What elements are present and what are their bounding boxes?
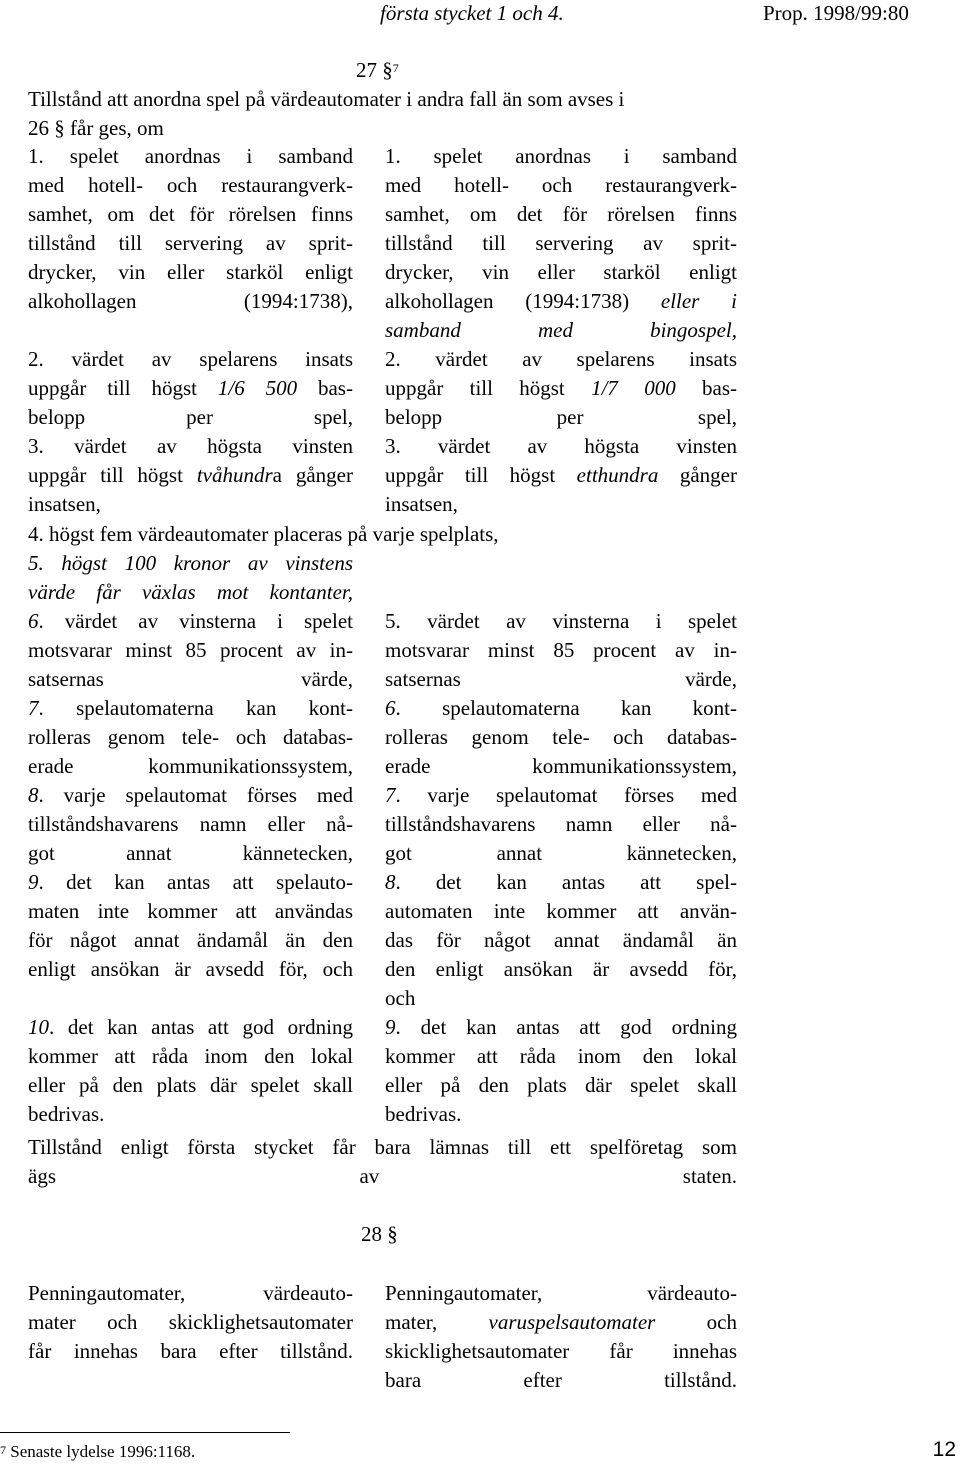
right-item-6-line: rolleras genom tele- och databas-: [385, 725, 737, 749]
closing-line: Tillstånd enligt första stycket får bara lämnas till ett spelföretag som: [28, 1135, 737, 1159]
left-item-6-line: satsernas värde,: [28, 667, 353, 691]
left-item-7-line: 7. spelautomaterna kan kont-: [28, 696, 353, 720]
left-item-9-line: för något annat ändamål än den: [28, 928, 353, 952]
left-item-2-line: uppgår till högst 1/6 500 bas-: [28, 376, 353, 400]
page-number: 12: [932, 1438, 956, 1461]
right-item-9-line: 9. det kan antas att god ordning: [385, 1015, 737, 1039]
section-28-right-line: bara efter tillstånd.: [385, 1368, 737, 1392]
right-item-1-line: samhet, om det för rörelsen finns: [385, 202, 737, 226]
left-item-10-line: bedrivas.: [28, 1102, 105, 1126]
section-27-intro-line-2: 26 § får ges, om: [28, 116, 164, 140]
left-item-3-line: 3. värdet av högsta vinsten: [28, 434, 353, 458]
left-item-7-line: erade kommunikationssystem,: [28, 754, 353, 778]
section-28-right-line: Penningautomater, värdeauto-: [385, 1281, 737, 1305]
right-item-2-line: uppgår till högst 1/7 000 bas-: [385, 376, 737, 400]
right-item-8-line: automaten inte kommer att använ-: [385, 899, 737, 923]
right-item-1-line: 1. spelet anordnas i samband: [385, 144, 737, 168]
footnote-rule: [0, 1432, 290, 1433]
left-column-items-1-3: [28, 142, 353, 519]
left-item-1-line: tillstånd till servering av sprit-: [28, 231, 353, 255]
left-item-9-line: 9. det kan antas att spelauto-: [28, 870, 353, 894]
section-28-left-line: mater och skicklighetsautomater: [28, 1310, 353, 1334]
right-column-items-5-9: [385, 607, 737, 1129]
left-item-10-line: 10. det kan antas att god ordning: [28, 1015, 353, 1039]
right-item-9-line: eller på den plats där spelet skall: [385, 1073, 737, 1097]
section-27-intro-line-1: Tillstånd att anordna spel på värdeautomater i andra fall än som avses i: [28, 87, 625, 111]
left-item-1-line: samhet, om det för rörelsen finns: [28, 202, 353, 226]
left-item-1-line: alkohollagen (1994:1738),: [28, 289, 353, 313]
right-column-items-1-3: [385, 142, 737, 519]
left-item-1-line: 1. spelet anordnas i samband: [28, 144, 353, 168]
item-4-shared: 4. högst fem värdeautomater placeras på varje spelplats,: [28, 522, 499, 546]
right-item-1-line: tillstånd till servering av sprit-: [385, 231, 737, 255]
left-item-3-line: insatsen,: [28, 492, 101, 516]
right-item-6-line: erade kommunikationssystem,: [385, 754, 737, 778]
right-item-3-line: 3. värdet av högsta vinsten: [385, 434, 737, 458]
section-28-left-line: Penningautomater, värdeauto-: [28, 1281, 353, 1305]
section-27-heading: 27 §$^7$: [356, 58, 399, 82]
left-item-6-line: 6. värdet av vinsterna i spelet: [28, 609, 353, 633]
right-item-1-line: alkohollagen (1994:1738) eller i: [385, 289, 737, 313]
right-item-8-line: 8. det kan antas att spel-: [385, 870, 737, 894]
right-item-8-line: den enligt ansökan är avsedd för,: [385, 957, 737, 981]
right-item-8-line: das för något annat ändamål än: [385, 928, 737, 952]
right-item-1-line: drycker, vin eller starköl enligt: [385, 260, 737, 284]
right-item-5-line: motsvarar minst 85 procent av in-: [385, 638, 737, 662]
right-item-3-line: uppgår till högst etthundra gånger: [385, 463, 737, 487]
right-item-1-line: samband med bingospel,: [385, 318, 737, 342]
left-item-5: [28, 549, 353, 607]
left-item-1-line: drycker, vin eller starköl enligt: [28, 260, 353, 284]
left-item-7-line: rolleras genom tele- och databas-: [28, 725, 353, 749]
left-item-8-line: got annat kännetecken,: [28, 841, 353, 865]
right-item-1-line: med hotell- och restaurangverk-: [385, 173, 737, 197]
right-item-6-line: 6. spelautomaterna kan kont-: [385, 696, 737, 720]
footnote: $^7$ Senaste lydelse 1996:1168.: [0, 1442, 196, 1461]
proposition-number: Prop. 1998/99:80: [763, 1, 909, 25]
right-item-8-line: och: [385, 986, 416, 1010]
right-item-9-line: kommer att råda inom den lokal: [385, 1044, 737, 1068]
running-head: första stycket 1 och 4.: [380, 1, 564, 25]
section-28-right: [385, 1279, 737, 1395]
left-column-items-6-10: [28, 607, 353, 1129]
left-item-10-line: eller på den plats där spelet skall: [28, 1073, 353, 1097]
left-item-6-line: motsvarar minst 85 procent av in-: [28, 638, 353, 662]
left-item-2-line: belopp per spel,: [28, 405, 353, 429]
right-item-5-line: 5. värdet av vinsterna i spelet: [385, 609, 737, 633]
left-item-9-line: maten inte kommer att användas: [28, 899, 353, 923]
section-28-left-line: får innehas bara efter tillstånd.: [28, 1339, 353, 1363]
right-item-3-line: insatsen,: [385, 492, 458, 516]
section-28-right-line: skicklighetsautomater får innehas: [385, 1339, 737, 1363]
left-item-5-line: värde får växlas mot kontanter,: [28, 580, 353, 604]
right-item-7-line: tillståndshavarens namn eller nå-: [385, 812, 737, 836]
left-item-8-line: tillståndshavarens namn eller nå-: [28, 812, 353, 836]
left-item-5-line: 5. högst 100 kronor av vinstens: [28, 551, 353, 575]
right-item-7-line: got annat kännetecken,: [385, 841, 737, 865]
section-28-right-line: mater, varuspelsautomater och: [385, 1310, 737, 1334]
section-28-left: [28, 1279, 353, 1366]
left-item-3-line: uppgår till högst tvåhundra gånger: [28, 463, 353, 487]
right-item-7-line: 7. varje spelautomat förses med: [385, 783, 737, 807]
right-item-9-line: bedrivas.: [385, 1102, 462, 1126]
right-item-2-line: 2. värdet av spelarens insats: [385, 347, 737, 371]
closing-line: ägs av staten.: [28, 1164, 737, 1188]
section-28-heading: 28 §: [361, 1222, 398, 1246]
right-item-2-line: belopp per spel,: [385, 405, 737, 429]
left-item-2-line: 2. värdet av spelarens insats: [28, 347, 353, 371]
right-item-5-line: satsernas värde,: [385, 667, 737, 691]
left-item-1-line: med hotell- och restaurangverk-: [28, 173, 353, 197]
closing-paragraph: [28, 1133, 737, 1191]
left-item-10-line: kommer att råda inom den lokal: [28, 1044, 353, 1068]
left-item-8-line: 8. varje spelautomat förses med: [28, 783, 353, 807]
left-item-9-line: enligt ansökan är avsedd för, och: [28, 957, 353, 981]
